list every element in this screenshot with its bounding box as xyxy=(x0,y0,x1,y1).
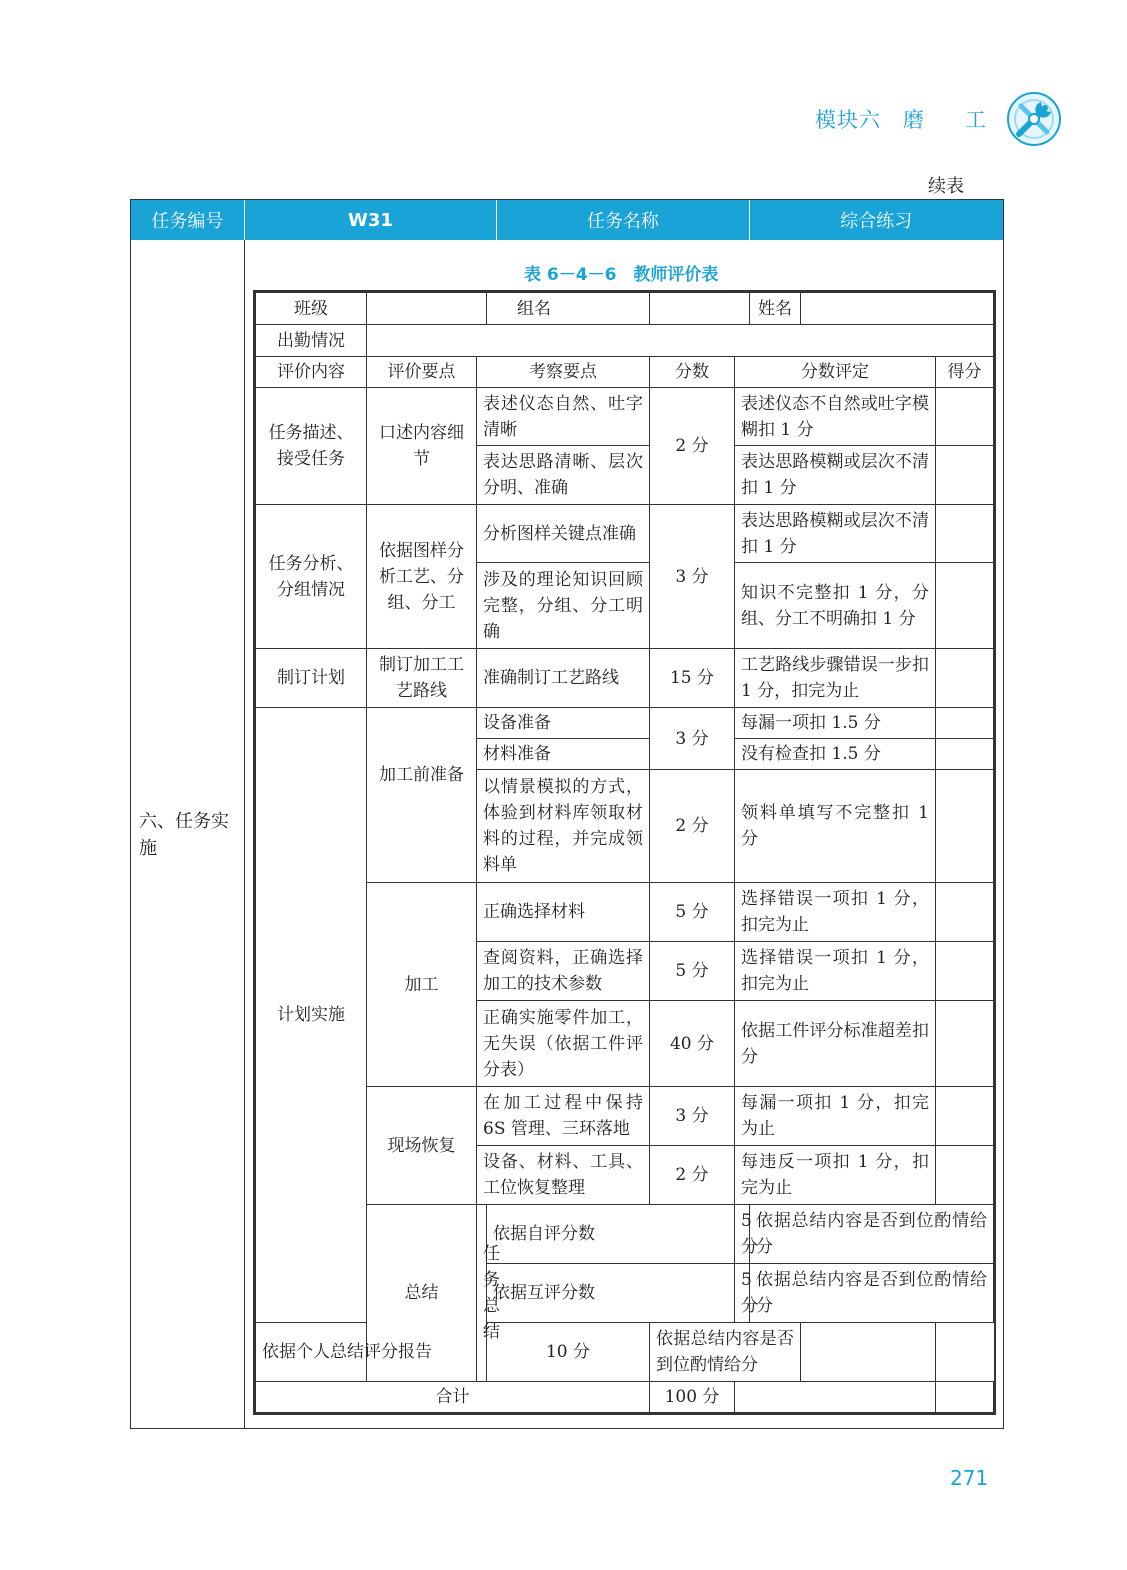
got-cell[interactable] xyxy=(936,770,994,883)
table-row xyxy=(256,1323,994,1382)
judge-cell: 选择错误一项扣 1 分，扣完为止 xyxy=(735,942,936,1001)
judge-cell: 没有检查扣 1.5 分 xyxy=(735,739,936,770)
table-row xyxy=(256,1205,994,1264)
check-cell: 查阅资料，正确选择加工的技术参数 xyxy=(477,942,650,1001)
got-cell[interactable] xyxy=(936,708,994,739)
judge-cell: 工艺路线步骤错误一步扣 1 分，扣完为止 xyxy=(735,649,936,708)
teacher-evaluation-table xyxy=(255,292,994,1413)
check-cell: 设备准备 xyxy=(477,708,650,739)
column-header-row xyxy=(256,357,994,388)
col-points: 评价要点 xyxy=(367,357,477,388)
check-cell: 正确实施零件加工，无失误（依据工件评分表） xyxy=(477,1001,650,1087)
total-row xyxy=(256,1382,994,1413)
score-cell: 3 分 xyxy=(650,1087,735,1146)
total-judge xyxy=(735,1382,936,1413)
judge-cell: 每违反一项扣 1 分，扣完为止 xyxy=(735,1146,936,1205)
check-cell: 表述仪态自然、吐字清晰 xyxy=(477,388,650,446)
point-cell: 口述内容细节 xyxy=(367,388,477,505)
check-cell: 分析图样关键点准确 xyxy=(477,505,650,563)
content-cell: 任务分析、分组情况 xyxy=(256,505,367,649)
judge-cell: 每漏一项扣 1 分，扣完为止 xyxy=(735,1087,936,1146)
score-cell: 5 分 xyxy=(735,1264,750,1323)
score-cell: 40 分 xyxy=(650,1001,735,1087)
table-row xyxy=(256,649,994,708)
table-row xyxy=(256,708,994,739)
section-column xyxy=(131,240,245,1428)
point-cell: 现场恢复 xyxy=(367,1087,477,1205)
judge-cell: 依据工件评分标准超差扣分 xyxy=(735,1001,936,1087)
got-cell[interactable] xyxy=(936,739,994,770)
got-cell[interactable] xyxy=(936,446,994,505)
col-check: 考察要点 xyxy=(477,357,650,388)
judge-cell: 每漏一项扣 1.5 分 xyxy=(735,708,936,739)
check-cell: 在加工过程中保持 6S 管理、三环落地 xyxy=(477,1087,650,1146)
name-value[interactable] xyxy=(801,293,994,325)
name-label: 姓名 xyxy=(750,293,801,325)
check-cell: 涉及的理论知识回顾完整，分组、分工明确 xyxy=(477,563,650,649)
got-cell[interactable] xyxy=(936,388,994,446)
got-cell[interactable] xyxy=(936,563,994,649)
total-label: 合计 xyxy=(256,1382,650,1413)
judge-cell: 表达思路模糊或层次不清扣 1 分 xyxy=(735,505,936,563)
group-value[interactable] xyxy=(650,293,750,325)
task-name-label: 任务名称 xyxy=(497,200,749,240)
check-cell: 以情景模拟的方式，体验到材料库领取材料的过程，并完成领料单 xyxy=(477,770,650,883)
score-cell: 5 分 xyxy=(735,1205,750,1264)
class-value[interactable] xyxy=(367,293,487,325)
point-cell: 加工 xyxy=(367,883,477,1087)
wrench-logo-icon xyxy=(1005,90,1063,148)
score-cell: 3 分 xyxy=(650,505,735,649)
judge-cell: 知识不完整扣 1 分，分组、分工不明确扣 1 分 xyxy=(735,563,936,649)
attendance-value[interactable] xyxy=(367,325,994,357)
col-judge: 分数评定 xyxy=(735,357,936,388)
table-row xyxy=(256,505,994,563)
table-row xyxy=(256,1087,994,1146)
check-cell: 依据自评分数 xyxy=(487,1205,735,1264)
check-cell: 设备、材料、工具、工位恢复整理 xyxy=(477,1146,650,1205)
info-row xyxy=(256,293,994,325)
module-char-1: 磨 xyxy=(903,108,925,132)
score-cell: 3 分 xyxy=(650,708,735,770)
score-cell: 2 分 xyxy=(650,388,735,505)
judge-cell: 表达思路模糊或层次不清扣 1 分 xyxy=(735,446,936,505)
score-cell: 5 分 xyxy=(650,883,735,942)
col-score: 分数 xyxy=(650,357,735,388)
page-number: 271 xyxy=(950,1466,989,1490)
group-label: 组名 xyxy=(487,293,650,325)
score-cell: 15 分 xyxy=(650,649,735,708)
got-cell[interactable] xyxy=(936,942,994,1001)
point-cell: 依据图样分析工艺、分组、分工 xyxy=(367,505,477,649)
judge-cell: 表述仪态不自然或吐字模糊扣 1 分 xyxy=(735,388,936,446)
table-row xyxy=(256,883,994,942)
judge-cell: 依据总结内容是否到位酌情给分 xyxy=(750,1264,994,1323)
check-cell: 表达思路清晰、层次分明、准确 xyxy=(477,446,650,505)
point-cell: 加工前准备 xyxy=(367,708,477,883)
table-title: 表 6－4－6 教师评价表 xyxy=(524,265,719,285)
check-cell: 依据互评分数 xyxy=(487,1264,735,1323)
task-no-value: W31 xyxy=(245,200,497,240)
content-cell: 计划实施 xyxy=(256,708,367,1323)
judge-cell: 依据总结内容是否到位酌情给分 xyxy=(650,1323,801,1382)
got-cell[interactable] xyxy=(936,883,994,942)
point-cell: 任务总结 xyxy=(477,1205,487,1382)
table-row xyxy=(256,388,994,446)
content-cell: 总结 xyxy=(367,1205,477,1382)
task-no-label: 任务编号 xyxy=(131,200,245,240)
section-label: 六、任务实施 xyxy=(139,811,229,859)
judge-cell: 选择错误一项扣 1 分，扣完为止 xyxy=(735,883,936,942)
got-cell[interactable] xyxy=(936,1087,994,1146)
got-cell[interactable] xyxy=(801,1323,936,1382)
task-name-value: 综合练习 xyxy=(840,211,913,232)
check-cell: 正确选择材料 xyxy=(477,883,650,942)
total-value: 100 分 xyxy=(650,1382,735,1413)
score-cell: 5 分 xyxy=(650,942,735,1001)
got-cell[interactable] xyxy=(936,649,994,708)
content-cell: 制订计划 xyxy=(256,649,367,708)
module-label: 模块六 xyxy=(815,108,881,132)
score-cell: 2 分 xyxy=(650,770,735,883)
judge-cell: 依据总结内容是否到位酌情给分 xyxy=(750,1205,994,1264)
got-cell[interactable] xyxy=(936,1001,994,1087)
got-cell[interactable] xyxy=(936,505,994,563)
module-header xyxy=(815,104,987,134)
attendance-label: 出勤情况 xyxy=(256,325,367,357)
content-cell: 任务描述、接受任务 xyxy=(256,388,367,505)
col-got: 得分 xyxy=(936,357,994,388)
got-cell[interactable] xyxy=(936,1146,994,1205)
col-content: 评价内容 xyxy=(256,357,367,388)
check-cell: 依据个人总结评分报告 xyxy=(256,1323,477,1382)
check-cell: 准确制订工艺路线 xyxy=(477,649,650,708)
module-char-2: 工 xyxy=(965,108,987,132)
class-label: 班级 xyxy=(256,293,367,325)
score-cell: 10 分 xyxy=(487,1323,650,1382)
score-cell: 2 分 xyxy=(650,1146,735,1205)
total-got[interactable] xyxy=(936,1382,994,1413)
continued-label: 续表 xyxy=(928,176,964,197)
check-cell: 材料准备 xyxy=(477,739,650,770)
judge-cell: 领料单填写不完整扣 1 分 xyxy=(735,770,936,883)
point-cell: 制订加工工艺路线 xyxy=(367,649,477,708)
task-header-row xyxy=(131,200,1003,240)
attendance-row xyxy=(256,325,994,357)
